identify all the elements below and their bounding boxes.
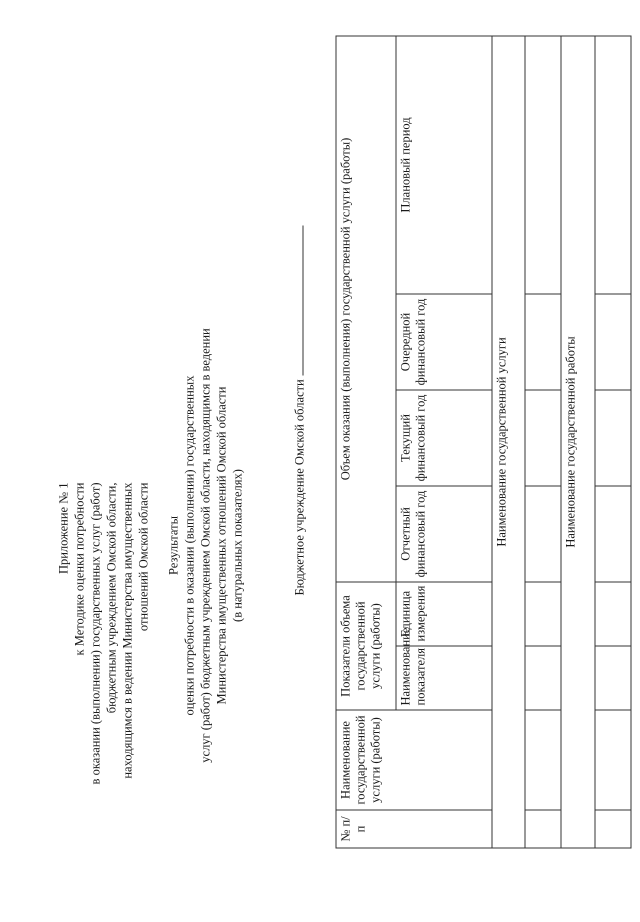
table-cell <box>594 486 630 582</box>
table-cell <box>525 710 561 810</box>
title-line: (в натуральных показателях) <box>230 468 244 622</box>
document-title <box>165 245 245 845</box>
table-cell <box>525 390 561 486</box>
appendix-line: отношений Омской области <box>136 482 150 631</box>
table-row <box>525 35 561 847</box>
title-line: оценки потребности в оказании (выполнении) государственных <box>182 375 196 715</box>
institution-blank-line <box>290 225 303 375</box>
title-line: услуг (работ) бюджетным учреждением Омской области, находящимся в ведении <box>198 327 212 763</box>
table-cell <box>594 646 630 710</box>
table-cell <box>594 582 630 646</box>
header-planning-period: Плановый период <box>395 35 491 293</box>
table-cell <box>525 582 561 646</box>
section-service-row: Наименование государственной услуги <box>491 35 525 847</box>
header-service-name: Наименование государственной услуги (работы) <box>336 710 492 810</box>
table-cell <box>594 710 630 810</box>
table-cell <box>525 35 561 293</box>
header-unit: Единица измерения <box>395 582 491 646</box>
header-indicator-name: Наименование показателя <box>395 646 491 710</box>
header-next-year: Очередной финансовый год <box>395 294 491 390</box>
results-table <box>335 35 631 848</box>
header-volume: Объем оказания (выполнения) государственной услуги (работы) <box>336 35 396 581</box>
table-row <box>594 35 630 847</box>
table-cell <box>594 390 630 486</box>
header-reporting-year: Отчетный финансовый год <box>395 486 491 582</box>
table-cell <box>594 810 630 848</box>
table-cell <box>525 810 561 848</box>
header-num: № п/п <box>336 810 492 848</box>
title-line: Министерства имущественных отношений Омской области <box>214 386 228 704</box>
appendix-line: находящимся в ведении Министерства имущественных <box>120 482 134 779</box>
header-current-year: Текущий финансовый год <box>395 390 491 486</box>
section-work-row: Наименование государственной работы <box>561 35 595 847</box>
appendix-note <box>55 482 151 922</box>
table-cell <box>525 486 561 582</box>
table-cell <box>594 35 630 293</box>
appendix-line: в оказании (выполнении) государственных услуг (работ) <box>88 482 102 784</box>
table-cell <box>525 646 561 710</box>
title-line: Результаты <box>166 515 180 575</box>
appendix-line: к Методике оценки потребности <box>72 482 86 655</box>
institution-label: Бюджетное учреждение Омской области <box>292 378 306 595</box>
header-indicators: Показатели объема государственной услуги (работы) <box>336 582 396 710</box>
appendix-line: бюджетным учреждением Омской области, <box>104 482 118 713</box>
appendix-line: Приложение № 1 <box>56 482 70 574</box>
table-cell <box>594 294 630 390</box>
institution-field <box>290 225 307 595</box>
table-cell <box>525 294 561 390</box>
